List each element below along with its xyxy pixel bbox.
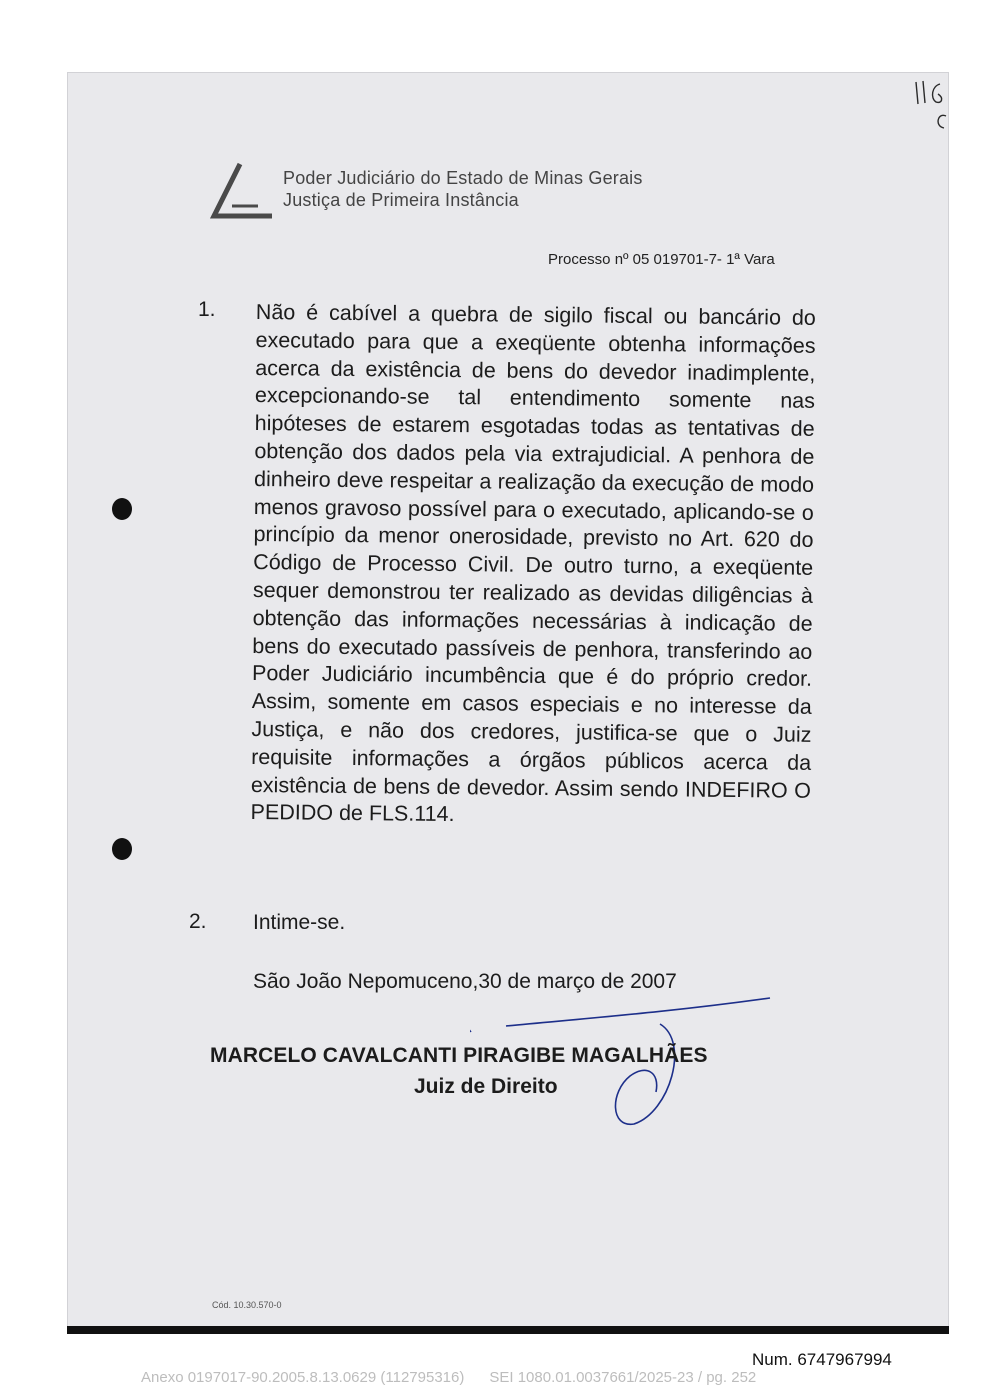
page-bottom-edge [67,1326,949,1334]
judge-name: MARCELO CAVALCANTI PIRAGIBE MAGALHÃES [210,1044,708,1067]
punch-hole [112,838,132,860]
footer-reference [141,1369,756,1386]
court-name: Poder Judiciário do Estado de Minas Gerais [283,168,643,188]
handwritten-page-number [912,78,952,134]
annex-reference: Anexo 0197017-90.2005.8.13.0629 (112795316) [141,1369,465,1386]
court-logo-icon [210,160,276,222]
item-number: 1. [198,298,216,321]
court-instance: Justiça de Primeira Instância [283,190,519,210]
decision-order: Intime-se. [253,911,346,934]
process-number: Processo nº 05 019701-7- 1ª Vara [548,251,775,268]
place-date: São João Nepomuceno,30 de março de 2007 [253,970,677,993]
punch-hole [112,498,132,520]
decision-text: Não é cabível a quebra de sigilo fiscal ou bancário do executado para que a exeqüente obtenha informações acerca da existência de bens do devedor inadimplente, excepcionando-se tal entendimento somente nas hipóteses de estarem esgotadas todas as tentativas de obtenção dos dados pela via extrajudicial. A penhora de dinheiro deve respeitar a realização da execução de modo menos gravoso possível para o executado, aplicando-se o princípio da menor onerosidade, previsto no Art. 620 do Código de Processo Civil. De outro turno, a exeqüente sequer demonstrou ter realizado as devidas diligências à obtenção das informações necessárias à indicação de bens do executado passíveis de penhora, transferindo ao Poder Judiciário incumbência que é do próprio credor. Assim, somente em casos especiais e no interesse da Justiça, e não dos credores, justifica-se que o Juiz requisite informações a órgãos públicos acerca da existência de bens de devedor. Assim sendo INDEFIRO O PEDIDO de FLS.114. [250,299,816,827]
form-code: Cód. 10.30.570-0 [212,1300,282,1310]
judge-title: Juiz de Direito [414,1075,558,1098]
sei-reference: SEI 1080.01.0037661/2025-23 / pg. 252 [489,1369,757,1386]
document-number: Num. 6747967994 [752,1350,892,1369]
item-number: 2. [189,910,207,933]
